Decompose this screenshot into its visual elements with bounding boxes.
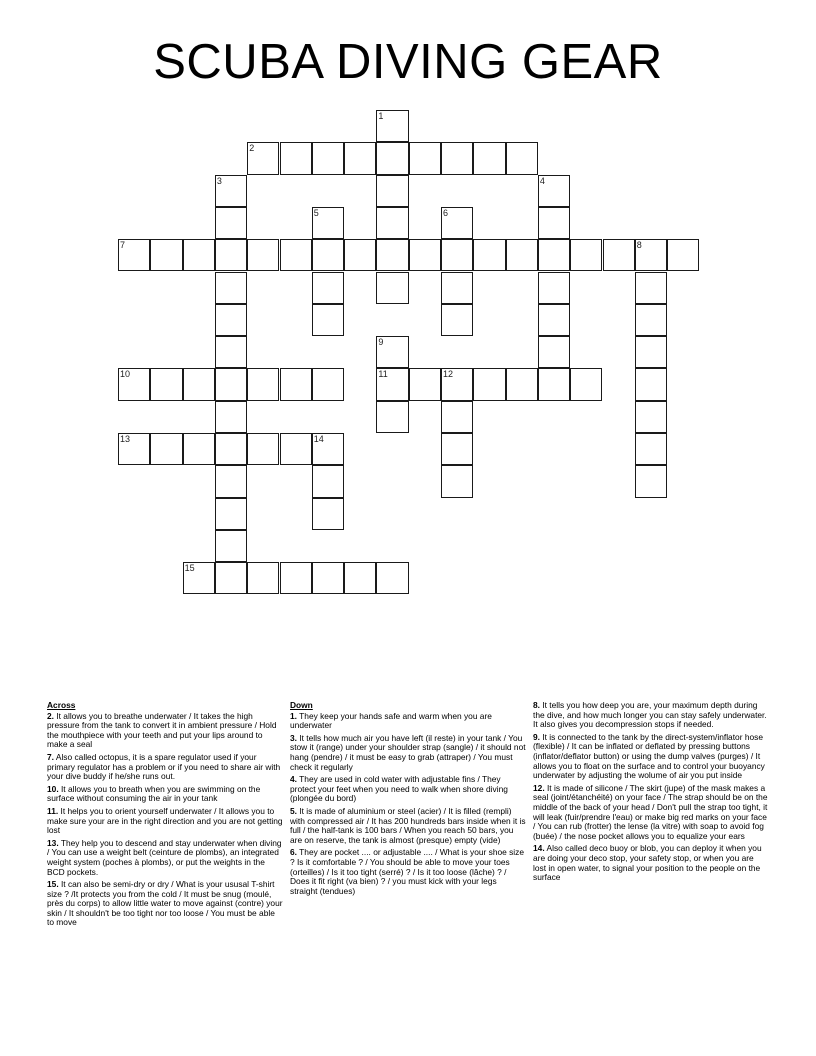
- cell-number: 4: [539, 175, 545, 186]
- clue-text: They help you to descend and stay underwater when diving / You can use a weight belt (ceinture de plombs), an integrated weight system (poches à plombs), or put the weights in the BCD pockets.: [47, 837, 282, 877]
- grid-cell[interactable]: [312, 433, 344, 465]
- grid-cell[interactable]: [538, 239, 570, 271]
- grid-cell[interactable]: [280, 368, 312, 400]
- clue-across-2: [47, 712, 283, 750]
- grid-cell[interactable]: [376, 207, 408, 239]
- grid-cell[interactable]: [247, 239, 279, 271]
- grid-cell[interactable]: [538, 272, 570, 304]
- grid-cell[interactable]: [118, 368, 150, 400]
- grid-cell[interactable]: [538, 207, 570, 239]
- grid-cell[interactable]: [409, 142, 441, 174]
- grid-cell[interactable]: [376, 401, 408, 433]
- clue-text: It is made of aluminium or steel (acier) / It is filled (rempli) with compressed air / It has 200 hundreds bars inside when it is full / the half-tank is 100 bars / When you reach 50 bars, you are on reserve, the tank is almost (presque) empty (vide): [290, 805, 526, 845]
- clue-down-8: [533, 701, 769, 730]
- down-clues-continued: [533, 701, 769, 886]
- grid-cell[interactable]: [215, 562, 247, 594]
- clue-text: Also called deco buoy or blob, you can deploy it when you are doing your deco stop, your safety stop, or when you are lost in open water, to signal your position to the people on the surface: [533, 843, 762, 883]
- clue-number: 12.: [533, 782, 545, 793]
- clue-across-11: [47, 807, 283, 836]
- grid-cell[interactable]: [247, 562, 279, 594]
- grid-cell[interactable]: [312, 207, 344, 239]
- grid-cell[interactable]: [183, 562, 215, 594]
- grid-cell[interactable]: [215, 207, 247, 239]
- cell-number: 11: [378, 369, 388, 380]
- grid-cell[interactable]: [441, 272, 473, 304]
- grid-cell[interactable]: [312, 465, 344, 497]
- cell-number: 2: [249, 143, 255, 154]
- grid-cell[interactable]: [183, 433, 215, 465]
- down-clues: [290, 701, 526, 899]
- clue-down-9: [533, 733, 769, 781]
- grid-cell[interactable]: [376, 336, 408, 368]
- clue-text: It tells how much air you have left (il reste) in your tank / You stow it (range) under your shoulder strap (sangle) / it should not hang (pendre) / it must be easy to grab (attraper) / You must check it regularly: [290, 732, 526, 772]
- crossword-grid: [118, 110, 700, 596]
- grid-cell[interactable]: [635, 272, 667, 304]
- grid-cell[interactable]: [506, 142, 538, 174]
- grid-cell[interactable]: [441, 304, 473, 336]
- cell-number: 5: [313, 207, 319, 218]
- grid-cell[interactable]: [247, 433, 279, 465]
- grid-cell[interactable]: [441, 142, 473, 174]
- grid-cell[interactable]: [215, 272, 247, 304]
- grid-cell[interactable]: [635, 465, 667, 497]
- cell-number: 1: [378, 111, 384, 121]
- clue-text: They are pocket .... or adjustable .... / What is your shoe size ? Is it comfortable ? / You should be able to move your toes (orteilles) / Is it too tight (serré) ? / Is it too loose (lâche) ? / Does it fit right (va bien) ? / you must kick with your legs straight (tendues): [290, 847, 525, 896]
- cell-number: 7: [120, 240, 126, 251]
- grid-cell[interactable]: [183, 239, 215, 271]
- grid-cell[interactable]: [635, 336, 667, 368]
- grid-cell[interactable]: [441, 368, 473, 400]
- grid-cell[interactable]: [150, 368, 182, 400]
- grid-cell[interactable]: [635, 239, 667, 271]
- clue-across-10: [47, 785, 283, 804]
- grid-cell[interactable]: [312, 368, 344, 400]
- grid-cell[interactable]: [344, 239, 376, 271]
- grid-cell[interactable]: [473, 142, 505, 174]
- grid-cell[interactable]: [635, 401, 667, 433]
- clue-down-3: [290, 734, 526, 772]
- grid-cell[interactable]: [118, 433, 150, 465]
- clue-number: 3.: [290, 732, 297, 743]
- grid-cell[interactable]: [538, 304, 570, 336]
- grid-cell[interactable]: [441, 207, 473, 239]
- clue-number: 13.: [47, 837, 59, 848]
- grid-cell[interactable]: [441, 465, 473, 497]
- cell-number: 6: [443, 207, 449, 218]
- grid-cell[interactable]: [215, 175, 247, 207]
- clue-number: 2.: [47, 710, 54, 721]
- clue-number: 1.: [290, 710, 297, 721]
- cell-number: 10: [120, 369, 131, 380]
- grid-cell[interactable]: [603, 239, 635, 271]
- clue-text: It helps you to orient yourself underwater / It allows you to make sure your are in the right direction and you are not getting lost: [47, 805, 283, 836]
- grid-cell[interactable]: [376, 239, 408, 271]
- grid-cell[interactable]: [312, 142, 344, 174]
- clue-text: It allows you to breathe underwater / It takes the high pressure from the tank to convert it in ambient pressure / Hold the mouthpiece with your teeth and put your lips around to make a seal: [47, 710, 277, 750]
- grid-cell[interactable]: [215, 530, 247, 562]
- grid-cell[interactable]: [215, 498, 247, 530]
- cell-number: 13: [120, 434, 131, 444]
- grid-cell[interactable]: [441, 433, 473, 465]
- clue-number: 5.: [290, 805, 297, 816]
- grid-cell[interactable]: [150, 433, 182, 465]
- grid-cell[interactable]: [570, 368, 602, 400]
- cell-number: 8: [636, 240, 642, 251]
- grid-cell[interactable]: [247, 368, 279, 400]
- clue-number: 8.: [533, 700, 540, 710]
- clue-down-5: [290, 807, 526, 845]
- grid-cell[interactable]: [409, 368, 441, 400]
- clue-number: 9.: [533, 731, 540, 742]
- clue-number: 14.: [533, 843, 545, 854]
- grid-cell[interactable]: [473, 239, 505, 271]
- grid-cell[interactable]: [183, 368, 215, 400]
- grid-cell[interactable]: [635, 304, 667, 336]
- clue-down-14: [533, 844, 769, 882]
- cell-number: 9: [378, 337, 384, 348]
- grid-cell[interactable]: [376, 272, 408, 304]
- grid-cell[interactable]: [376, 142, 408, 174]
- clue-text: Also called octopus, it is a spare regulator used if your primary regulator has a problem or if you need to share air with your dive buddy if he/she runs out.: [47, 751, 281, 782]
- grid-cell[interactable]: [570, 239, 602, 271]
- grid-cell[interactable]: [247, 142, 279, 174]
- clue-number: 10.: [47, 783, 59, 794]
- grid-cell[interactable]: [312, 562, 344, 594]
- grid-cell[interactable]: [538, 175, 570, 207]
- clue-down-1: [290, 712, 526, 731]
- puzzle-title: SCUBA DIVING GEAR: [153, 35, 663, 89]
- grid-cell[interactable]: [506, 239, 538, 271]
- grid-cell[interactable]: [409, 239, 441, 271]
- grid-cell[interactable]: [344, 142, 376, 174]
- grid-cell[interactable]: [215, 336, 247, 368]
- grid-cell[interactable]: [215, 304, 247, 336]
- grid-cell[interactable]: [538, 368, 570, 400]
- grid-cell[interactable]: [376, 368, 408, 400]
- grid-cell[interactable]: [215, 239, 247, 271]
- grid-cell[interactable]: [441, 401, 473, 433]
- grid-cell[interactable]: [280, 433, 312, 465]
- grid-cell[interactable]: [473, 368, 505, 400]
- clue-down-4: [290, 775, 526, 804]
- cell-number: 14: [313, 434, 324, 444]
- clue-down-12: [533, 784, 769, 842]
- grid-cell[interactable]: [215, 465, 247, 497]
- grid-cell[interactable]: [312, 272, 344, 304]
- grid-cell[interactable]: [150, 239, 182, 271]
- clue-text: They keep your hands safe and warm when you are underwater: [290, 710, 492, 731]
- clue-text: It is made of silicone / The skirt (jupe) of the mask makes a seal (joint/étanchéité) on your face / The strap should be on the middle of the back of your head / Don't pull the strap too tight, it will leak (fuir/prendre l'eau) or make big red marks on your face / You can rub (frotter) the lense (la vitre) with soap to avoid fog (buée) / the nose pocket allows you to equalize your ears: [533, 782, 768, 841]
- grid-cell[interactable]: [215, 433, 247, 465]
- grid-cell[interactable]: [312, 304, 344, 336]
- across-heading: Across: [47, 700, 76, 710]
- grid-cell[interactable]: [215, 368, 247, 400]
- cell-number: 3: [216, 175, 222, 186]
- grid-cell[interactable]: [635, 368, 667, 400]
- clue-across-13: [47, 839, 283, 877]
- grid-cell[interactable]: [118, 239, 150, 271]
- cell-number: 12: [443, 369, 454, 380]
- grid-cell[interactable]: [280, 562, 312, 594]
- clue-text: It is connected to the tank by the direct-system/inflator hose (flexible) / It can be inflated or deflated by pressing buttons (inflator/deflator button) or using the dump valves (purges) / It allows you to float on the surface and to control your buoyancy underwater by adjusting the wolume of air you put inside: [533, 731, 765, 781]
- clue-number: 4.: [290, 774, 297, 785]
- grid-cell[interactable]: [538, 336, 570, 368]
- clue-across-15: [47, 880, 283, 928]
- clue-down-6: [290, 848, 526, 896]
- down-heading: Down: [290, 700, 313, 710]
- clue-number: 11.: [47, 805, 59, 816]
- grid-cell[interactable]: [312, 498, 344, 530]
- clue-text: They are used in cold water with adjustable fins / They protect your feet when you need to walk when shore diving (plongée du bord): [290, 774, 508, 804]
- cell-number: 15: [184, 563, 195, 574]
- clue-number: 7.: [47, 751, 54, 762]
- grid-cell[interactable]: [344, 562, 376, 594]
- grid-cell[interactable]: [215, 401, 247, 433]
- clue-text: It can also be semi-dry or dry / What is your ususal T-shirt size ? /It protects you from the cold / It must be snug (moulé, près du corps) to allow little water to move against (contre) your skin / It shouldn't be too tight nor too loose / You must be able to move: [47, 879, 283, 928]
- grid-cell[interactable]: [376, 562, 408, 594]
- clue-text: It allows you to breath when you are swimming on the surface without consuming the air in your tank: [47, 783, 261, 804]
- clue-number: 6.: [290, 847, 297, 858]
- grid-cell[interactable]: [280, 142, 312, 174]
- across-clues: [47, 701, 283, 931]
- clue-across-7: [47, 753, 283, 782]
- grid-cell[interactable]: [280, 239, 312, 271]
- clue-text: It tells you how deep you are, your maximum depth during the dive, and how much longer you can stay safely underwater. It also gives you decompression stops if needed.: [533, 700, 767, 730]
- grid-cell[interactable]: [667, 239, 699, 271]
- grid-cell[interactable]: [635, 433, 667, 465]
- grid-cell[interactable]: [376, 175, 408, 207]
- clue-number: 15.: [47, 879, 59, 890]
- grid-cell[interactable]: [441, 239, 473, 271]
- grid-cell[interactable]: [376, 110, 408, 142]
- grid-cell[interactable]: [312, 239, 344, 271]
- grid-cell[interactable]: [506, 368, 538, 400]
